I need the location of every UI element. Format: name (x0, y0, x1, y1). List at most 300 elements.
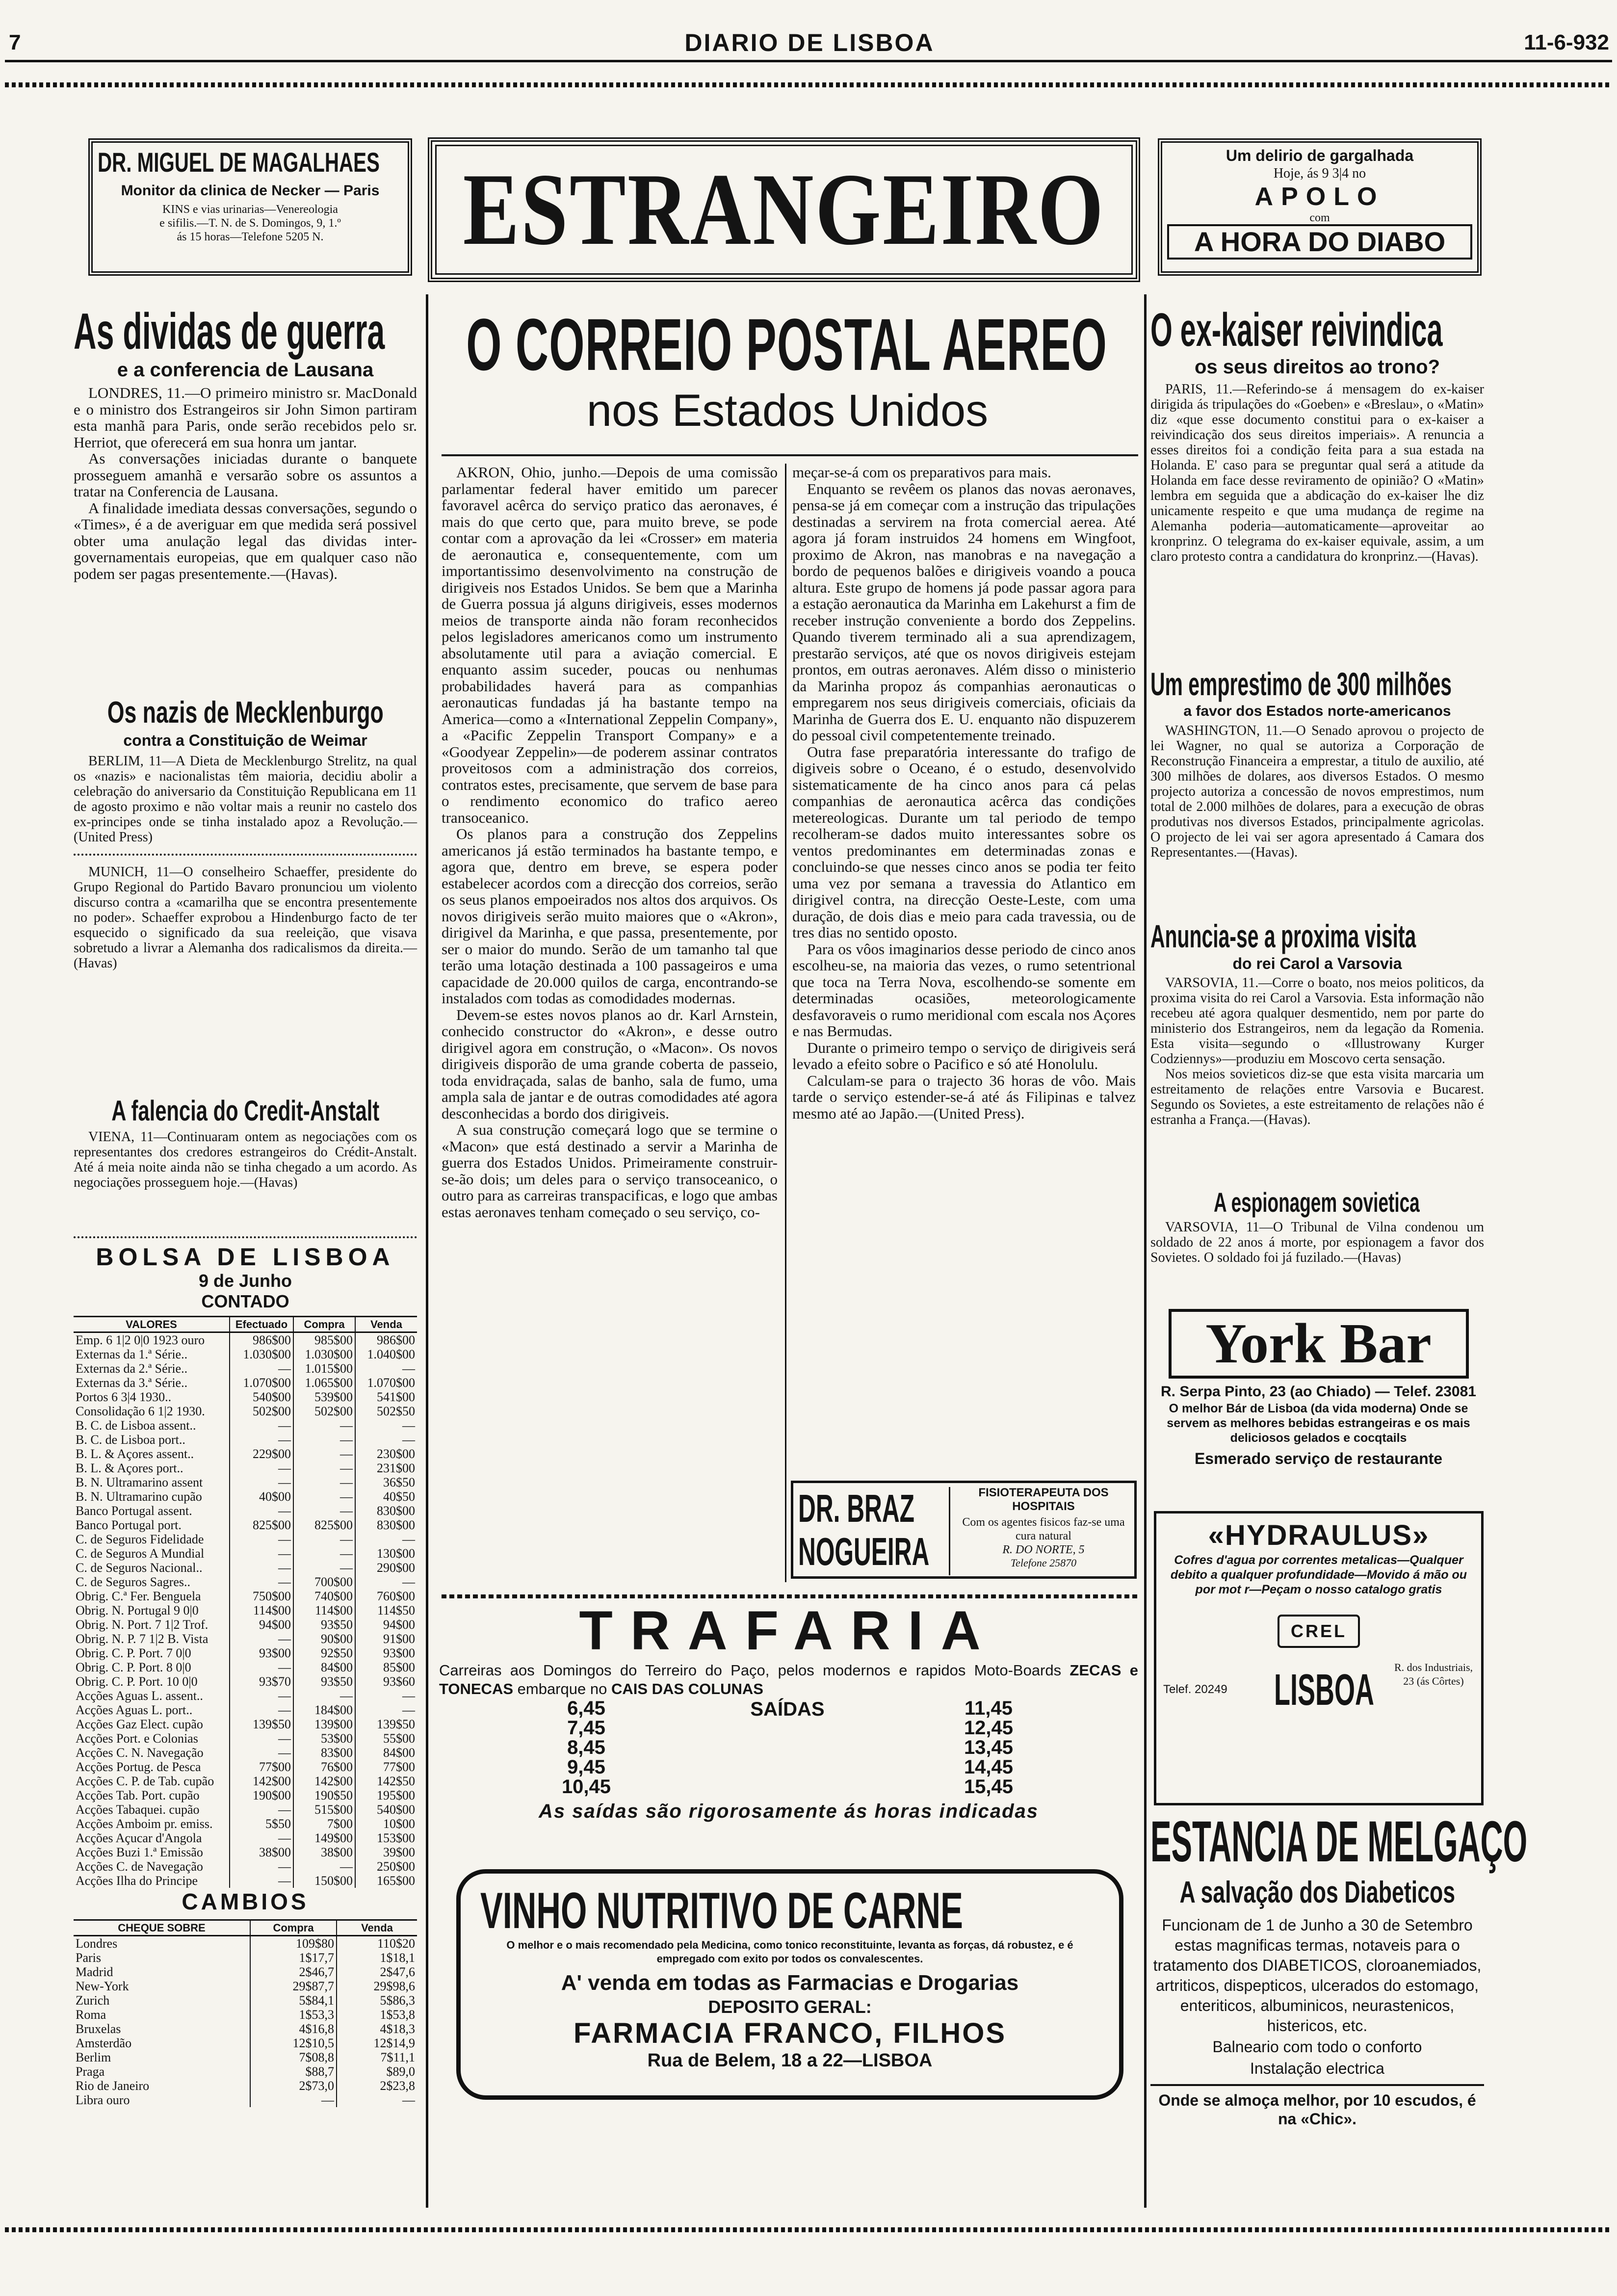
row-value: — (402, 2093, 415, 2107)
row-label: B. C. de Lisboa port.. (74, 1433, 230, 1447)
row-value: 986$00 (230, 1332, 293, 1348)
row-value: 84$00 (293, 1660, 355, 1674)
row-label: Berlim (74, 2050, 250, 2064)
ad-apolo-theatre: APOLO (1254, 183, 1385, 211)
row-value: 2$73,0 (250, 2079, 337, 2093)
departure-time: 9,45 (567, 1756, 605, 1778)
ad-hydraulus-phone: Telef. 20249 (1163, 1683, 1227, 1696)
departure-time: 13,45 (964, 1737, 1014, 1758)
row-value: — (230, 1418, 293, 1433)
row-label: Consolidação 6 1|2 1930. (74, 1404, 230, 1418)
paragraph: VIENA, 11—Continuaram ontem as negociações com os representantes dos credores estrangeiros do Crédit-Anstalt. Até á meia noite ainda não se tinha chegado a um acordo. As negociações prosseguem hoje.—(Havas) (74, 1129, 417, 1190)
row-value: — (230, 1660, 293, 1674)
bolsa-sub: CONTADO (201, 1291, 289, 1311)
ad-hydraulus-logo (1278, 1615, 1360, 1648)
row-value: 184$00 (293, 1703, 355, 1717)
row-value: 5$84,1 (250, 1993, 337, 2008)
row-value: 825$00 (293, 1518, 355, 1532)
table-row (74, 1936, 417, 1951)
row-value: 93$00 (230, 1646, 293, 1660)
cambios-section (74, 1888, 417, 2107)
row-label: Bruxelas (74, 2022, 250, 2036)
bolsa-section (74, 1236, 417, 1888)
row-value: 2$47,6 (380, 1965, 415, 1979)
departure-time: 6,45 (567, 1697, 605, 1719)
article-espionagem-headline: A espionagem sovietica (1213, 1187, 1420, 1218)
row-value: 190$00 (230, 1788, 293, 1802)
row-value: — (293, 1546, 355, 1561)
ad-hydraulus-text: Cofres d'agua por correntes metalicas—Qualquer debito a qualquer profundidade—Movido á mão ou por mot r—Peçam o nosso catalogo gratis (1170, 1553, 1467, 1596)
row-value: 40$50 (383, 1489, 415, 1504)
row-label: Obrig. N. Portugal 9 0|0 (74, 1603, 230, 1618)
row-value: — (230, 1859, 293, 1874)
row-value: — (402, 1361, 415, 1376)
row-value: 142$00 (293, 1774, 355, 1788)
row-value: 190$50 (293, 1788, 355, 1802)
row-value: — (250, 2093, 337, 2107)
row-value: 231$00 (377, 1461, 415, 1475)
departure-time: 14,45 (964, 1756, 1014, 1778)
row-label: Acções Buzi 1.ª Emissão (74, 1845, 230, 1859)
divider (442, 1594, 1138, 1598)
table-row (74, 1433, 417, 1447)
row-value: — (402, 1418, 415, 1433)
table-row (74, 1993, 417, 2008)
ad-magalhaes-line: e sifilis.—T. N. de S. Domingos, 9, 1.º (159, 217, 341, 230)
row-value: 93$70 (230, 1674, 293, 1689)
ad-braz-name2: NOGUEIRA (798, 1530, 930, 1573)
row-value: 130$00 (377, 1546, 415, 1561)
row-label: Acções Tabaquei. cupão (74, 1802, 230, 1817)
table-row (74, 2036, 417, 2050)
ad-trafaria-times-left (513, 1698, 660, 1797)
ad-hydraulus (1154, 1511, 1484, 1805)
article-visita-body (1150, 975, 1484, 1127)
column-header: CHEQUE SOBRE (74, 1920, 250, 1936)
article-dividas-headline: As dividas de guerra (74, 303, 385, 360)
row-label: Madrid (74, 1965, 250, 1979)
row-value: 985$00 (293, 1332, 355, 1348)
row-value: 1.015$00 (293, 1361, 355, 1376)
ad-magalhaes-line: ás 15 horas—Telefone 5205 N. (177, 231, 324, 243)
ad-trafaria-quay: CAIS DAS COLUNAS (611, 1680, 763, 1697)
table-row (74, 2093, 417, 2107)
table-row (74, 1979, 417, 1993)
table-row (74, 1546, 417, 1561)
ad-trafaria-mid: embarque no (517, 1680, 607, 1697)
row-value: 12$10,5 (250, 2036, 337, 2050)
ad-apolo-com: com (1309, 211, 1330, 224)
row-label: Obrig. N. Port. 7 1|2 Trof. (74, 1618, 230, 1632)
paragraph: VARSOVIA, 11.—Corre o boato, nos meios politicos, da proxima visita do rei Carol a Varsovia. Esta informação não recebeu até agora qualquer desmentido, nem por parte do ministerio dos Estrangeiros, nem da legação da Romenia. Esta visita—segundo o «Illustrowany Kurger Codziennys»—produziu em Moscovo certa sensação. (1150, 975, 1484, 1067)
ad-trafaria (439, 1600, 1138, 1826)
table-row (74, 1731, 417, 1746)
ad-vinho-venda: A' venda em todas as Farmacias e Drogarias (561, 1971, 1019, 1995)
paragraph: VARSOVIA, 11—O Tribunal de Vilna condenou um soldado de 22 anos á morte, por espionagem a favor dos Sovietes. O soldado foi já fuzilado.—(Havas) (1150, 1220, 1484, 1265)
table-row (74, 2064, 417, 2079)
row-value: 114$50 (377, 1603, 415, 1618)
ad-braz-text: Com os agentes fisicos faz-se uma cura natural (962, 1516, 1125, 1542)
row-label: C. de Seguros Nacional.. (74, 1561, 230, 1575)
row-value: 7$08,8 (250, 2050, 337, 2064)
row-value: 5$50 (230, 1817, 293, 1831)
row-label: Acções Aguas L. port.. (74, 1703, 230, 1717)
departure-time: 12,45 (964, 1717, 1014, 1739)
row-value: 39$00 (383, 1845, 415, 1859)
ad-trafaria-saidas: SAÍDAS (750, 1698, 825, 1720)
row-value: — (230, 1632, 293, 1646)
row-label: B. N. Ultramarino cupão (74, 1489, 230, 1504)
row-value: 502$00 (293, 1404, 355, 1418)
ad-hydraulus-title: «HYDRAULUS» (1208, 1519, 1430, 1551)
article-credit-headline: A falencia do Credit-Anstalt (111, 1095, 380, 1127)
ad-melgaco-text: Funcionam de 1 de Junho a 30 de Setembro estas magnificas termas, notaveis para o tratamento dos DIABETICOS, cloroanemiados, artriticos, dispepticos, ulcerados do estomago, enteriticos, albuminicos, neurastenicos, histericos, etc. (1153, 1916, 1482, 2035)
row-value: 740$00 (293, 1589, 355, 1603)
newspaper-title: DIARIO DE LISBOA (684, 29, 935, 56)
row-label: Acções Port. e Colonias (74, 1731, 230, 1746)
ad-braz-name-block (798, 1487, 950, 1575)
row-value: 502$50 (377, 1404, 415, 1418)
table-row (74, 2022, 417, 2036)
row-value: 1.070$00 (230, 1376, 293, 1390)
row-value: 10$00 (383, 1817, 415, 1831)
row-value: 77$00 (383, 1760, 415, 1774)
paragraph: AKRON, Ohio, junho.—Depois de uma comissão parlamentar federal haver emitido um parecer favoravel acêrca do serviço pratico das aeronaves, é mais do que certo que, para muito breve, se pode contar com a aprovação da lei «Crosser» em materia de aeronautica e, consequentemente, com um importantissimo desenvolvimento na construção de dirigiveis nos Estados Unidos. Se bem que a Marinha de Guerra possua já alguns dirigiveis, esses modernos meios de transporte ainda não foram reconhecidos pelos legisladores americanos como um instrumento absolutamente util para a aviação comercial. E enquanto assim suceder, poucas ou nenhumas probabilidades haverá para as companhias aeronauticas fundadas já ha bastante tempo na America—como a «International Zeppelin Company», a «Pacific Zeppelin Transport Company» e a «Goodyear Zeppelin»—de poderem assinar contratos proveitosos com a administração dos correios, contratos estes, precisamente, que servem de base para o rendimento economico do trafico aereo transoceanico. (442, 464, 778, 826)
row-value: 1.070$00 (367, 1376, 415, 1390)
departure-time: 10,45 (561, 1776, 611, 1798)
row-label: Acções Aguas L. assent.. (74, 1689, 230, 1703)
left-column-3 (74, 1095, 417, 1190)
paragraph: As conversações iniciadas durante o banquete prosseguem amanhã e versarão sobre os assuntos a tratar na Conferencia de Lausana. (74, 450, 417, 500)
row-value: 114$00 (293, 1603, 355, 1618)
row-value: 2$46,7 (250, 1965, 337, 1979)
ad-melgaco-footer: Onde se almoça melhor, por 10 escudos, é na «Chic». (1158, 2091, 1476, 2128)
row-value: 142$50 (377, 1774, 415, 1788)
divider (442, 454, 1138, 456)
table-row (74, 1845, 417, 1859)
row-value: 540$00 (377, 1802, 415, 1817)
row-label: Obrig. C. P. Port. 8 0|0 (74, 1660, 230, 1674)
ad-hydraulus-address: R. dos Industriais, 23 (ás Côrtes) (1394, 1661, 1473, 1687)
paragraph: meçar-se-á com os preparativos para mais. (792, 464, 1051, 481)
row-value: 114$00 (230, 1603, 293, 1618)
row-value: — (230, 1361, 293, 1376)
table-row (74, 1717, 417, 1731)
ad-york-address: R. Serpa Pinto, 23 (ao Chiado) — Telef. 23081 (1161, 1383, 1476, 1400)
ad-trafaria-boats: ZECAS e TONECAS (439, 1662, 1138, 1697)
row-value: 1.040$00 (367, 1347, 415, 1361)
row-value: 515$00 (293, 1802, 355, 1817)
article-dividas-subhead: e a conferencia de Lausana (117, 359, 374, 381)
row-label: Acções Amboim pr. emiss. (74, 1817, 230, 1831)
row-label: Rio de Janeiro (74, 2079, 250, 2093)
ad-braz (791, 1481, 1137, 1579)
table-row (74, 1646, 417, 1660)
table-row (74, 1332, 417, 1348)
ad-apolo (1158, 138, 1482, 276)
row-label: B. L. & Açores port.. (74, 1461, 230, 1475)
row-value: 94$00 (383, 1618, 415, 1632)
row-value: 229$00 (230, 1447, 293, 1461)
row-value: 85$00 (383, 1660, 415, 1674)
table-row (74, 1347, 417, 1361)
row-label: C. de Seguros Sagres.. (74, 1575, 230, 1589)
cambios-table (74, 1919, 417, 2107)
row-label: Externas da 2.ª Série.. (74, 1361, 230, 1376)
row-label: Externas da 1.ª Série.. (74, 1347, 230, 1361)
column-rule (785, 464, 786, 1582)
row-label: Externas da 3.ª Série.. (74, 1376, 230, 1390)
row-label: B. L. & Açores assent.. (74, 1447, 230, 1461)
row-label: Obrig. C. P. Port. 10 0|0 (74, 1674, 230, 1689)
row-value: — (230, 1461, 293, 1475)
row-value: — (230, 1746, 293, 1760)
row-value: 165$00 (377, 1874, 415, 1888)
ad-york-title: York Bar (1205, 1312, 1432, 1375)
row-value: — (230, 1504, 293, 1518)
article-visita-subhead: do rei Carol a Varsovia (1232, 955, 1402, 972)
row-value: — (230, 1575, 293, 1589)
masthead-rule (5, 60, 1612, 62)
row-value: 12$14,9 (373, 2036, 415, 2050)
table-row (74, 1632, 417, 1646)
table-row (74, 1561, 417, 1575)
paragraph: Outra fase preparatória interessante do trafigo de digiveis sobre o Oceano, é o estudo, desenvolvido sistematicamente de ha cinco anos para cá pelas companhias de aeronautica acêrca das condições metereologicas. Durante um tal periodo de tempo recolheram-se dados muito interessantes sobre os ventos predominantes em determinadas zonas e concluindo-se que nesses cinco anos se podia ter feito uma vez por semana a travessia do Atlantico em dirigivel contra, na direcção Oeste-Leste, com uma duração, de dois dias e meio para cada travessia, ou de tres dias no sentido oposto. (792, 743, 1136, 941)
article-kaiser-headline: O ex-kaiser reivindica (1150, 304, 1443, 356)
row-value: 109$80 (250, 1936, 337, 1951)
row-value: 83$00 (293, 1746, 355, 1760)
row-value: — (402, 1703, 415, 1717)
article-correio-subhead: nos Estados Unidos (586, 386, 989, 436)
row-label: Obrig. C.ª Fer. Benguela (74, 1589, 230, 1603)
paragraph: Para os vôos imaginarios desse periodo de cinco anos escolheu-se, na maioria das vezes, o rumo setentrional que toca na Terra Nova, escolhendo-se somente em determinadas ocasiões, meteorologicamente desfavoraveis o rumo meridional com escala nos Açores e nas Bermudas. (792, 940, 1136, 1040)
table-row (74, 1859, 417, 1874)
ad-vinho-title: VINHO NUTRITIVO DE CARNE (480, 1882, 963, 1939)
cambios-rows (74, 1936, 417, 2108)
row-value: 4$18,3 (380, 2022, 415, 2036)
column-rule (1144, 294, 1147, 2208)
ad-apolo-line2: Hoje, ás 9 3|4 no (1273, 166, 1366, 181)
paragraph: Os planos para a construção dos Zeppelins americanos já estão terminados ha bastante tempo, e agora que, dentro em breve, se espera poder estabelecer acordos com a direcção dos correios, serão os seus planos empoeirados nos altos dos arquivos. Os novos dirigiveis serão muito maiores que o «Akron», dirigivel da Marinha, e que passa, presentemente, por ser o maior do mundo. Serão de um tamanho tal que terão uma lotação destinada a 100 passageiros e uma capacidade de 20.000 quilos de carga, encontrando-se instalados com todas as comodidades modernas. (442, 825, 778, 1007)
row-value: 5$86,3 (380, 1993, 415, 2008)
bolsa-rows (74, 1332, 417, 1888)
row-value: — (230, 1731, 293, 1746)
row-value: 91$00 (383, 1632, 415, 1646)
row-value: 149$00 (293, 1831, 355, 1845)
row-value: 195$00 (377, 1788, 415, 1802)
ad-melgaco-subtitle: A salvação dos Diabeticos (1179, 1876, 1456, 1909)
article-nazis-body (74, 754, 417, 845)
ad-braz-name1: DR. BRAZ (798, 1487, 914, 1530)
divider (1150, 2084, 1484, 2086)
column-header: Venda (355, 1317, 417, 1332)
row-value: — (293, 1532, 355, 1546)
row-label: Acções C. de Navegação (74, 1859, 230, 1874)
row-value: 38$00 (230, 1845, 293, 1859)
table-row (74, 1518, 417, 1532)
row-value: 139$00 (293, 1717, 355, 1731)
row-value: 55$00 (383, 1731, 415, 1746)
ad-melgaco-balneario: Balneario com todo o conforto (1212, 2038, 1422, 2056)
row-label: Acções C. P. de Tab. cupão (74, 1774, 230, 1788)
bolsa-title: BOLSA DE LISBOA (96, 1243, 395, 1271)
ad-york-footer: Esmerado serviço de restaurante (1194, 1450, 1443, 1467)
table-row (74, 1447, 417, 1461)
article-correio (437, 305, 1138, 438)
row-label: C. de Seguros Fidelidade (74, 1532, 230, 1546)
row-value: — (402, 1689, 415, 1703)
row-value: 540$00 (230, 1390, 293, 1404)
table-row (74, 1965, 417, 1979)
ad-melgaco-title: ESTANCIA DE MELGAÇO (1150, 1809, 1528, 1874)
ad-trafaria-footer: As saídas são rigorosamente ás horas indicadas (538, 1800, 1039, 1822)
right-column-2 (1150, 666, 1484, 860)
ad-magalhaes-subtitle: Monitor da clinica de Necker — Paris (121, 183, 380, 199)
ad-trafaria-line1: Carreiras aos Domingos do Terreiro do Paço, pelos modernos e rapidos Moto-Boards (439, 1662, 1062, 1679)
departure-time: 7,45 (567, 1717, 605, 1739)
table-row (74, 1489, 417, 1504)
ad-melgaco-electrica: Instalação electrica (1250, 2060, 1384, 2077)
row-value: — (230, 1831, 293, 1845)
table-row (74, 1660, 417, 1674)
row-label: Amsterdão (74, 2036, 250, 2050)
row-value: 139$50 (230, 1717, 293, 1731)
table-row (74, 1760, 417, 1774)
column-header: Compra (293, 1317, 355, 1332)
row-label: Obrig. N. P. 7 1|2 B. Vista (74, 1632, 230, 1646)
table-row (74, 1504, 417, 1518)
table-row (74, 1746, 417, 1760)
row-value: 1$17,7 (250, 1951, 337, 1965)
paragraph: BERLIM, 11—A Dieta de Mecklenburgo Strelitz, na qual os «nazis» e nacionalistas têm maioria, decidiu abolir a celebração do aniversario da Constituição Republicana em 11 de agosto proximo e não voltar mais a reunir no castelo dos ex-principes onde se tinha instalado apoz a Revolução.—(United Press) (74, 754, 417, 845)
row-label: C. de Seguros A Mundial (74, 1546, 230, 1561)
paragraph: Enquanto se revêem os planos das novas aeronaves, pensa-se já em começar com a instrução das tripulações destinadas a servirem na frota comercial aerea. Até agora já foram instruidos 24 homens em Wingfoot, proximo de Akron, nas manobras e na navegação a bordo de pequenos balões e dirigiveis voando a pouca altura. Este grupo de homens já pode passar agora para a estação aeronautica da Marinha em Lakehurst a fim de receber instrução conveniente a bordo dos Zeppelins. Quando tiverem terminado ali a sua aprendizagem, prestarão serviços, até que os novos dirigiveis estejam prontos, em outras aeronaves. Além disso o ministerio da Marinha propoz ás companhias aeronauticas o empregarem nos seus dirigiveis comerciais, oficiais da Marinha de Guerra dos E. U. enquanto não dispuzerem do pessoal civil competentemente treinado. (792, 480, 1136, 744)
table-row (74, 1603, 417, 1618)
ad-vinho-farmacia: FARMACIA FRANCO, FILHOS (573, 2017, 1007, 2049)
row-label: Acções Tab. Port. cupão (74, 1788, 230, 1802)
row-label: B. C. de Lisboa assent.. (74, 1418, 230, 1433)
departure-time: 11,45 (965, 1697, 1013, 1719)
column-header: VALORES (74, 1317, 230, 1332)
row-label: Praga (74, 2064, 250, 2079)
article-kaiser-body (1150, 382, 1484, 564)
row-value: 139$50 (377, 1717, 415, 1731)
row-value: — (402, 1433, 415, 1447)
row-value: — (402, 1575, 415, 1589)
ad-braz-phone: Telefone 25870 (1010, 1557, 1077, 1569)
ad-hydraulus-stamp: CREL (1291, 1621, 1347, 1641)
bottom-border (5, 2227, 1612, 2232)
row-value: 77$00 (230, 1760, 293, 1774)
article-correio-headline: O CORREIO POSTAL AEREO (466, 303, 1108, 386)
row-value: — (293, 1447, 355, 1461)
row-value: 38$00 (293, 1845, 355, 1859)
ad-magalhaes-line: KINS e vias urinarias—Venereologia (162, 203, 338, 216)
row-value: 153$00 (377, 1831, 415, 1845)
ad-apolo-line1: Um delirio de gargalhada (1226, 147, 1414, 164)
row-value: 2$23,8 (380, 2079, 415, 2093)
row-value: 830$00 (377, 1504, 415, 1518)
table-row (74, 2079, 417, 2093)
row-value: 830$00 (377, 1518, 415, 1532)
ad-braz-title: FISIOTERAPEUTA DOS HOSPITAIS (978, 1486, 1109, 1513)
row-value: 1.030$00 (230, 1347, 293, 1361)
row-label: Banco Portugal assent. (74, 1504, 230, 1518)
row-value: — (230, 1475, 293, 1489)
table-row (74, 1575, 417, 1589)
table-row (74, 1475, 417, 1489)
right-column-4 (1150, 1187, 1484, 1265)
ad-vinho-address: Rua de Belem, 18 a 22—LISBOA (647, 2050, 933, 2071)
paragraph: Devem-se estes novos planos ao dr. Karl Arnstein, conhecido constructor do «Akron», e desse outro dirigivel agora em construção, o «Macon». Os novos dirigiveis disporão de uma grande coberta de passeio, toda envidraçada, salas de banho, sala de fumo, uma ampla sala de jantar e de outras comodidades até agora desconhecidas a bordo dos dirigiveis. (442, 1006, 778, 1122)
row-value: — (293, 1689, 355, 1703)
article-kaiser-subhead: os seus direitos ao trono? (1194, 356, 1440, 378)
article-munich-body (74, 864, 417, 971)
ad-hydraulus-city: LISBOA (1274, 1666, 1375, 1715)
row-value: 502$00 (230, 1404, 293, 1418)
row-label: Acções Ilha do Principe (74, 1874, 230, 1888)
table-row (74, 1831, 417, 1845)
row-value: 1.030$00 (293, 1347, 355, 1361)
ad-vinho (456, 1869, 1123, 2100)
table-row (74, 1404, 417, 1418)
ad-braz-address: R. DO NORTE, 5 (1002, 1543, 1085, 1556)
table-row (74, 1703, 417, 1717)
table-row (74, 1418, 417, 1433)
row-value: — (293, 1461, 355, 1475)
row-label: New-York (74, 1979, 250, 1993)
article-dividas-body (74, 385, 417, 582)
row-value: — (230, 1689, 293, 1703)
section-title: ESTRANGEIRO (463, 153, 1105, 266)
article-correio-col2 (792, 464, 1136, 1342)
row-value: — (230, 1546, 293, 1561)
ad-trafaria-times-right (915, 1698, 1062, 1797)
row-value: — (230, 1532, 293, 1546)
row-value: 750$00 (230, 1589, 293, 1603)
table-row (74, 1817, 417, 1831)
issue-date: 11-6-932 (1524, 30, 1609, 54)
row-value: 29$98,6 (373, 1979, 415, 1993)
row-value: 539$00 (293, 1390, 355, 1404)
row-value: 29$87,7 (250, 1979, 337, 1993)
departure-time: 15,45 (964, 1776, 1014, 1798)
column-rule (426, 294, 428, 2208)
table-row (74, 1461, 417, 1475)
row-value: 84$00 (383, 1746, 415, 1760)
left-column-2 (74, 696, 417, 971)
row-value: — (402, 1532, 415, 1546)
column-header: Efectuado (230, 1317, 293, 1332)
row-value: 760$00 (377, 1589, 415, 1603)
bolsa-table (74, 1316, 417, 1888)
paragraph: LONDRES, 11.—O primeiro ministro sr. MacDonald e o ministro dos Estrangeiros sir John Simon partiram esta manhã para Paris, onde serão recebidos pelo sr. Herriot, que oferecerá em sua honra um jantar. (74, 384, 417, 451)
row-value: 1$53,8 (380, 2008, 415, 2022)
table-row (74, 1874, 417, 1888)
row-value: 93$00 (383, 1646, 415, 1660)
row-label: B. N. Ultramarino assent (74, 1475, 230, 1489)
row-value: — (293, 1433, 355, 1447)
table-row (74, 2050, 417, 2064)
table-row (74, 1802, 417, 1817)
row-value: $88,7 (250, 2064, 337, 2079)
ad-vinho-deposito: DEPOSITO GERAL: (708, 1997, 872, 2017)
divider (74, 854, 417, 856)
row-label: Acções C. N. Navegação (74, 1746, 230, 1760)
ad-melgaco (1150, 1809, 1528, 2218)
divider (74, 1236, 417, 1238)
row-label: Libra ouro (74, 2093, 250, 2107)
